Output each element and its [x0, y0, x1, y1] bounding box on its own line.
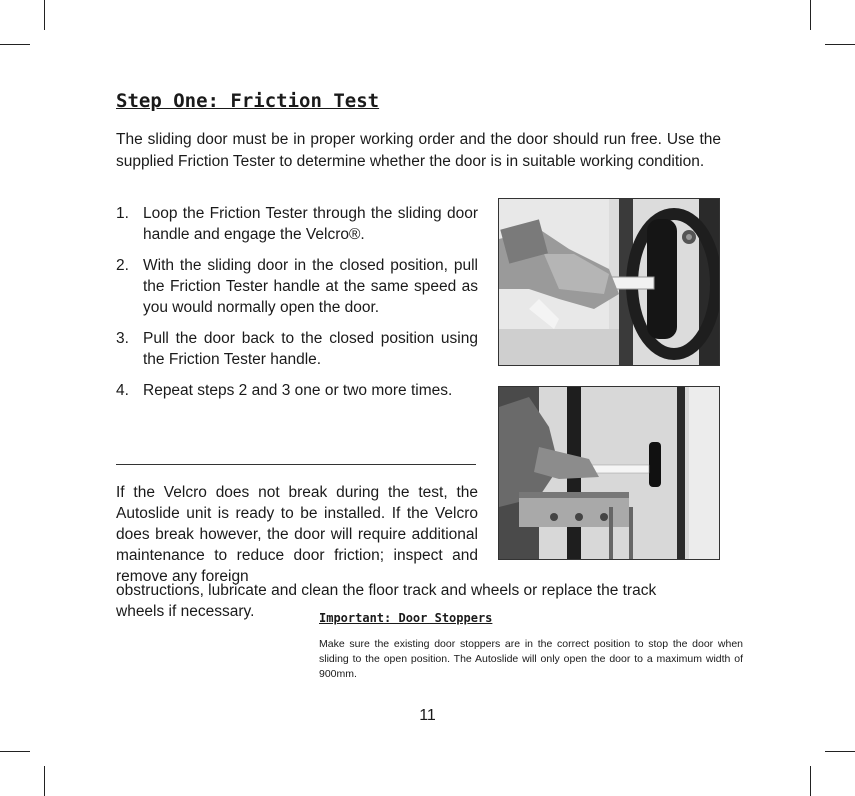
divider-rule: [116, 464, 476, 465]
page-number: 11: [419, 707, 436, 724]
step-text: Loop the Friction Tester through the sliding door handle and engage the Velcro®.: [143, 205, 478, 243]
step-number: 1.: [116, 205, 129, 222]
section-heading: Step One: Friction Test: [116, 90, 380, 112]
crop-mark: [825, 44, 855, 45]
list-item: [116, 328, 478, 370]
pull-photo-illustration: [499, 387, 719, 559]
step-list: [116, 203, 478, 411]
intro-paragraph: The sliding door must be in proper working order and the door should run free. Use the supplied Friction Tester to determine whether the door is in suitable working condition.: [116, 131, 721, 170]
crop-mark: [44, 0, 45, 30]
step-number: 3.: [116, 330, 129, 347]
step-text: With the sliding door in the closed position, pull the Friction Tester handle at the same speed as you would normally open the door.: [143, 257, 478, 316]
friction-tester-pull-photo: [498, 386, 720, 560]
crop-mark: [825, 751, 855, 752]
important-note: Make sure the existing door stoppers are in the correct position to stop the door when sliding to the open position. The Autoslide will only open the door to a maximum width of 900mm.: [319, 638, 743, 680]
list-item: [116, 203, 478, 245]
step-number: 4.: [116, 382, 129, 399]
step-text: Repeat steps 2 and 3 one or two more times.: [143, 382, 453, 399]
step-number: 2.: [116, 257, 129, 274]
important-heading: Important: Door Stoppers: [319, 611, 493, 625]
velcro-paragraph-continued: obstructions, lubricate and clean the floor track and wheels or replace the track: [116, 582, 657, 599]
velcro-paragraph: If the Velcro does not break during the test, the Autoslide unit is ready to be installed. If the Velcro does break however, the door will require additional maintenance to reduce door friction; inspect and remove any foreign: [116, 484, 478, 585]
crop-mark: [0, 44, 30, 45]
crop-mark: [0, 751, 30, 752]
crop-mark: [810, 766, 811, 796]
step-text: Pull the door back to the closed position using the Friction Tester handle.: [143, 330, 478, 368]
list-item: [116, 255, 478, 318]
crop-mark: [810, 0, 811, 30]
velcro-paragraph-end: wheels if necessary.: [116, 603, 255, 620]
handle-photo-illustration: [499, 199, 719, 365]
friction-tester-handle-photo: [498, 198, 720, 366]
list-item: [116, 380, 478, 401]
crop-mark: [44, 766, 45, 796]
